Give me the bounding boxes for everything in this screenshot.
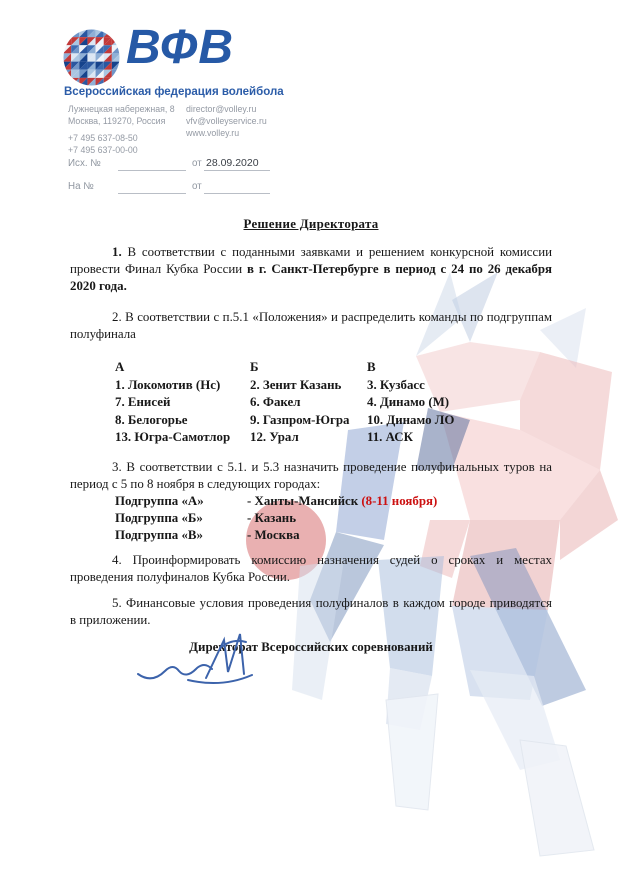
outgoing-ref-row: [68, 158, 308, 181]
email-vfv: vfv@volleyservice.ru: [186, 116, 267, 126]
team-cell: 7. Енисей: [115, 395, 171, 409]
signoff-line: Директорат Всероссийских соревнований: [189, 640, 433, 654]
paragraph-1-bold-text: в г. Санкт-Петербурге в период с 24 по 26 декабря 2020 года.: [70, 262, 553, 293]
incoming-ref-row: [68, 181, 308, 204]
outgoing-number-blank: [118, 170, 186, 171]
subgroup-a-dates-highlight: (8-11 ноября): [361, 494, 438, 508]
subgroup-v-label: Подгруппа «В»: [115, 528, 203, 542]
paragraph-2: 2. В соответствии с п.5.1 «Положения» и распределить команды по подгруппам полуфинала: [70, 310, 552, 341]
subgroup-b-city: [247, 510, 296, 527]
team-cell: 6. Факел: [250, 395, 301, 409]
column-header: А: [115, 360, 125, 374]
incoming-number-blank: [118, 193, 186, 194]
subgroup-table: [70, 359, 552, 449]
team-cell: 3. Кузбасс: [367, 377, 425, 392]
org-name: Всероссийская федерация волейбола: [64, 86, 284, 98]
phone2: +7 495 637-00-00: [68, 145, 138, 155]
paragraph-4: 4. Проинформировать комиссию назначения судей о сроках и местах проведения полуфиналов Кубка России.: [70, 553, 552, 584]
team-cell: 1. Локомотив (Нс): [115, 377, 221, 392]
paragraph-5: 5. Финансовые условия проведения полуфиналов в каждом городе приводятся в приложении.: [70, 596, 552, 627]
phone1: +7 495 637-08-50: [68, 133, 138, 143]
paragraph-1-text: В соответствии с поданными заявками и решением конкурсной комиссии провести Финал Кубка России: [70, 245, 552, 276]
incoming-number-label: На №: [68, 181, 94, 192]
subgroup-column-v: [367, 359, 454, 447]
paragraph-1-number: 1.: [112, 245, 122, 259]
paragraph-3: 3. В соответствии с 5.1. и 5.3 назначить проведение полуфинальных туров на период с 5 по 8 ноября в следующих городах:: [70, 460, 552, 491]
team-cell: 8. Белогорье: [115, 412, 188, 427]
website: www.volley.ru: [186, 128, 240, 138]
column-header: Б: [250, 360, 259, 374]
paragraph-1: [70, 244, 552, 295]
document-title: Решение Директората: [243, 217, 379, 231]
team-cell: 4. Динамо (М): [367, 395, 450, 409]
city-text: - Москва: [247, 528, 300, 542]
email-director: director@volley.ru: [186, 104, 257, 114]
team-cell: 10. Динамо ЛО: [367, 412, 455, 427]
incoming-date-blank: [204, 193, 270, 194]
subgroup-a-city: [247, 493, 437, 510]
team-cell: 9. Газпром-Югра: [250, 412, 350, 427]
address-line1: Лужнецкая набережная, 8: [68, 104, 175, 114]
subgroup-a-label: Подгруппа «А»: [115, 494, 204, 508]
reference-block: [68, 158, 308, 204]
subgroup-column-a: [115, 359, 230, 447]
vfv-globe-icon: [63, 29, 120, 86]
team-cell: 13. Югра-Самотлор: [115, 430, 231, 444]
team-cell: 2. Зенит Казань: [250, 377, 342, 392]
outgoing-date: 28.09.2020: [206, 157, 259, 169]
team-cell: 12. Урал: [250, 430, 299, 444]
outgoing-from-label: от: [192, 158, 202, 169]
address-line2: Москва, 119270, Россия: [68, 116, 166, 126]
document-body: [70, 216, 552, 656]
vfv-logotype: ВФВ: [126, 21, 234, 74]
subgroup-b-label: Подгруппа «Б»: [115, 511, 203, 525]
team-cell: 11. АСК: [367, 430, 413, 444]
subgroup-b-row: [70, 510, 552, 527]
city-text: - Казань: [247, 511, 297, 525]
incoming-from-label: от: [192, 181, 202, 192]
subgroup-v-row: [70, 527, 552, 544]
subgroup-column-b: [250, 359, 349, 447]
handwritten-signature-icon: [132, 628, 292, 692]
city-text: - Ханты-Мансийск: [247, 494, 362, 508]
column-header: В: [367, 360, 376, 374]
outgoing-number-label: Исх. №: [68, 158, 101, 169]
subgroup-a-row: [70, 493, 552, 510]
subgroup-v-city: [247, 527, 300, 544]
outgoing-date-underline: [204, 170, 270, 171]
